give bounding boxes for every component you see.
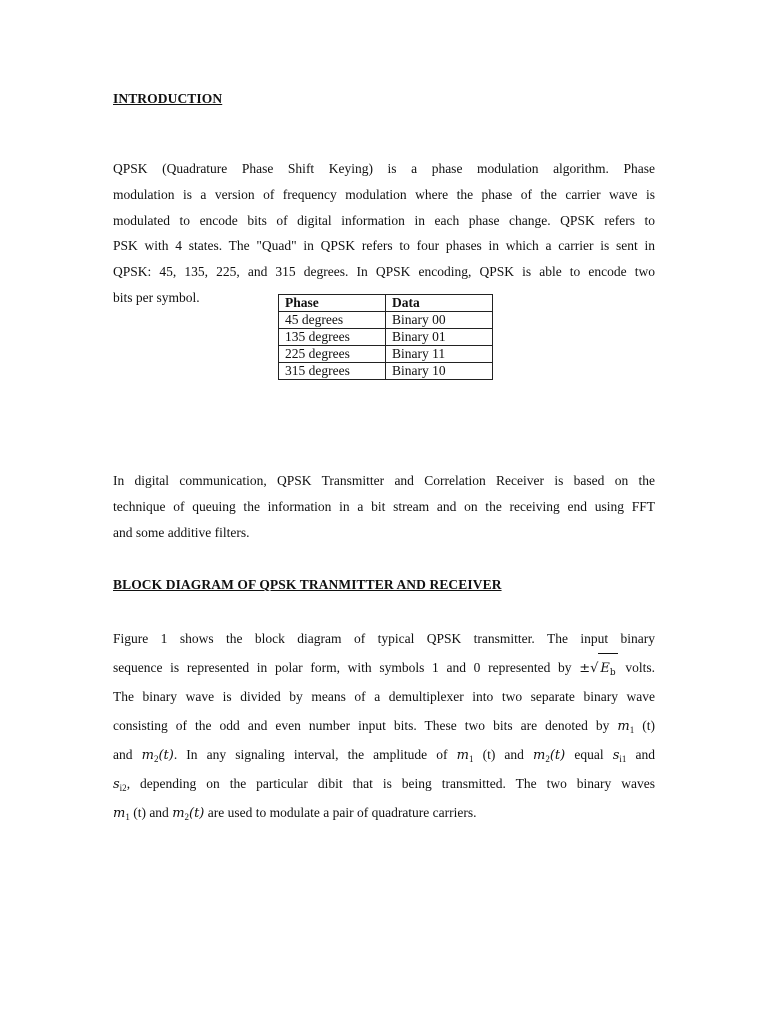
intro-line: modulation is a version of frequency modulation where the phase of the carrier wave is [113, 186, 655, 202]
block-diagram-heading: BLOCK DIAGRAM OF QPSK TRANMITTER AND RECEIVER [113, 577, 502, 592]
intro-line: bits per symbol. [113, 289, 200, 305]
block-text: consisting of the odd and even number input bits. These two bits are denoted by [113, 718, 610, 733]
communication-paragraph [113, 468, 655, 545]
m2-symbol [172, 805, 204, 820]
m1-symbol [457, 747, 474, 762]
table-row [279, 346, 493, 363]
intro-line: PSK with 4 states. The "Quad" in QPSK refers to four phases in which a carrier is sent in [113, 238, 655, 254]
intro-line: modulated to encode bits of digital information in each phase change. QPSK refers to [113, 212, 655, 228]
table-cell: 135 degrees [279, 329, 386, 346]
table-cell: Binary 11 [386, 346, 493, 363]
m-var: m [113, 806, 126, 821]
comm-line: technique of queuing the information in a bit stream and on the receiving end using FFT [113, 498, 655, 514]
m-subscript: 2 [545, 754, 550, 764]
m1-symbol [617, 718, 655, 733]
m-var: m [617, 719, 630, 734]
plus-minus: ± [579, 661, 591, 676]
m2-symbol [142, 747, 174, 762]
phase-data-table [278, 294, 493, 380]
block-text: (t) and [133, 805, 169, 820]
block-text: , depending on the particular dibit that is being transmitted. The two binary waves [126, 776, 655, 791]
introduction-heading: INTRODUCTION [113, 91, 223, 106]
block-line: Figure 1 shows the block diagram of typical QPSK transmitter. The input binary [113, 631, 655, 646]
sqrt-eb-symbol [579, 661, 617, 676]
table-header-data: Data [386, 295, 493, 312]
comm-line: and some additive filters. [113, 524, 250, 540]
table-cell: 315 degrees [279, 363, 386, 380]
block-text: (t) [642, 718, 656, 733]
m-subscript: 2 [153, 754, 159, 764]
si1-symbol [613, 747, 627, 762]
table-cell: Binary 01 [386, 329, 493, 346]
table-cell: 225 degrees [279, 346, 386, 363]
m-subscript: 1 [125, 812, 130, 822]
block-line [113, 653, 655, 682]
block-text: sequence is represented in polar form, with symbols 1 and 0 represented by [113, 660, 572, 675]
t-arg: (t) [549, 748, 566, 763]
s-subscript: i2 [119, 783, 127, 793]
block-text: and [635, 747, 655, 762]
m-subscript: 1 [629, 725, 635, 735]
m1-symbol [113, 805, 130, 820]
eb-subscript: b [609, 668, 616, 678]
s-subscript: i1 [619, 754, 627, 764]
block-line [113, 798, 655, 827]
m-subscript: 2 [184, 812, 190, 822]
table-header-row [279, 295, 493, 312]
block-line [113, 740, 655, 769]
si2-symbol [113, 776, 127, 791]
table-row [279, 312, 493, 329]
table-row [279, 363, 493, 380]
m2-symbol [533, 747, 565, 762]
m-subscript: 1 [468, 754, 474, 764]
t-arg: (t) [158, 748, 174, 763]
m-var: m [456, 748, 469, 763]
s-var: s [612, 748, 620, 763]
block-text: . In any signaling interval, the amplitude of [173, 747, 448, 762]
table-row [279, 329, 493, 346]
block-text: and [113, 747, 133, 762]
sqrt-symbol: √ $E_b$ [590, 653, 618, 688]
block-text: equal [574, 747, 604, 762]
table-cell: Binary 10 [386, 363, 493, 380]
table-header-phase: Phase [279, 295, 386, 312]
m-var: m [533, 748, 546, 763]
block-text: (t) and [482, 747, 524, 762]
block-line [113, 769, 655, 798]
block-line [113, 711, 655, 740]
m-var: m [172, 806, 185, 821]
t-arg: (t) [189, 806, 205, 821]
table-cell: Binary 00 [386, 312, 493, 329]
block-diagram-paragraph [113, 624, 655, 827]
table-cell: 45 degrees [279, 312, 386, 329]
intro-line: QPSK (Quadrature Phase Shift Keying) is a phase modulation algorithm. Phase [113, 161, 655, 176]
block-text: volts. [625, 660, 655, 675]
m-var: m [141, 748, 154, 763]
intro-paragraph [113, 156, 655, 311]
intro-line: QPSK: 45, 135, 225, and 315 degrees. In QPSK encoding, QPSK is able to encode two [113, 264, 655, 280]
eb-var: E [600, 661, 610, 676]
s-var: s [113, 777, 120, 792]
block-line: The binary wave is divided by means of a demultiplexer into two separate binary wave [113, 689, 655, 704]
comm-line: In digital communication, QPSK Transmitter and Correlation Receiver is based on the [113, 473, 655, 488]
block-text: are used to modulate a pair of quadrature carriers. [207, 805, 477, 820]
